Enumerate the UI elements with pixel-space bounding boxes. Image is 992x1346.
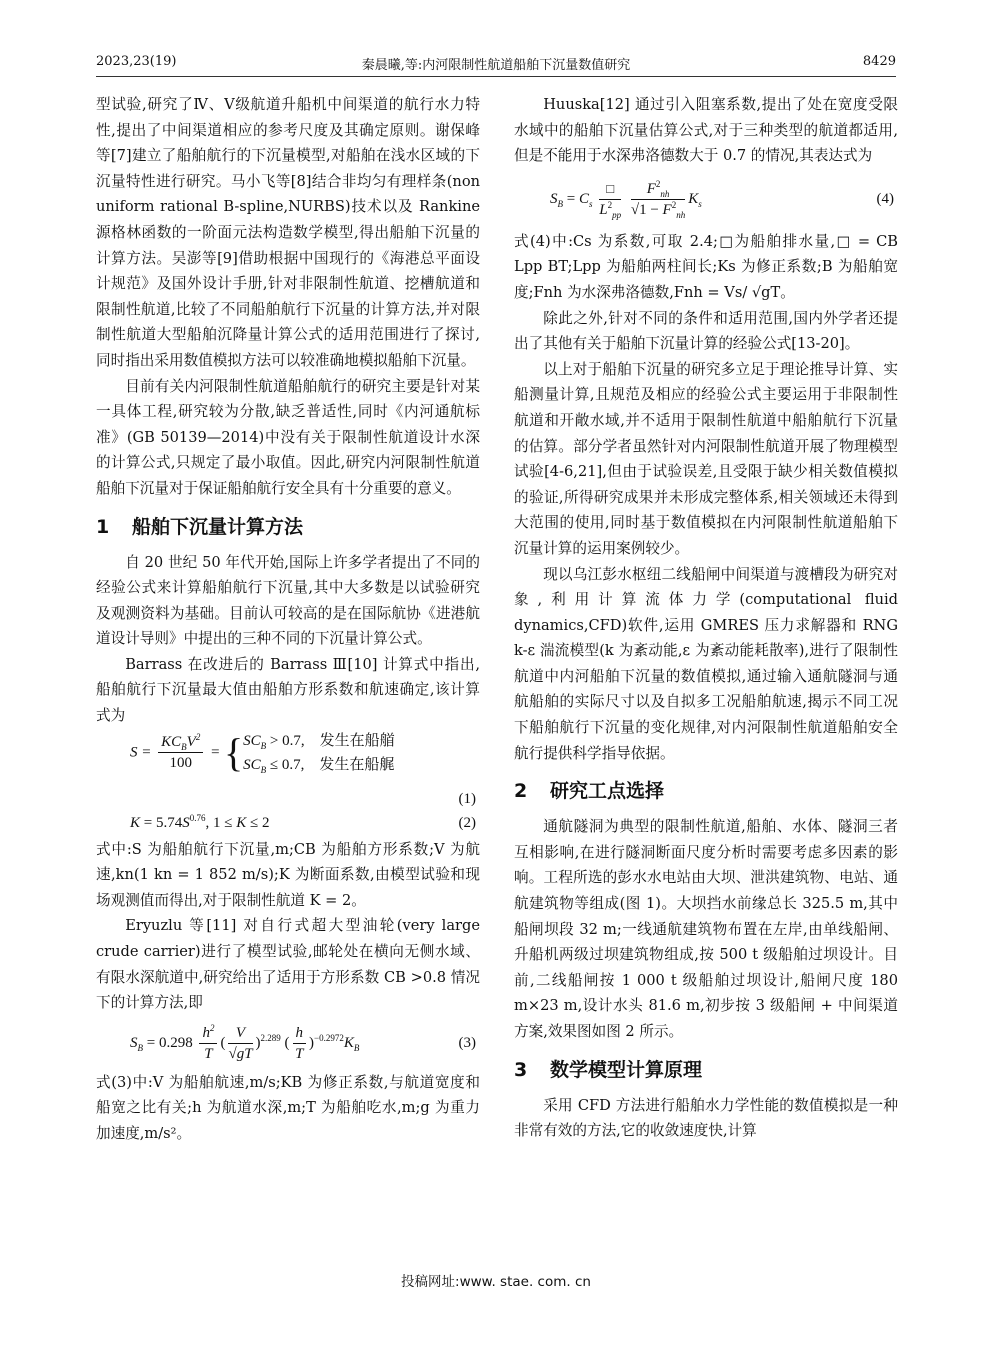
equation-1-number-row [96,787,480,811]
page-number: 8429 [862,54,896,69]
section-number: 1 [96,515,110,538]
paragraph: 式(4)中:Cs 为系数,可取 2.4;□为船舶排水量,□ = CB Lpp BT;Lpp 为船舶两柱间长;Ks 为修正系数;B 为船舶宽度;Fnh 为水深弗洛德数,Fnh = Vs/ √gT。 [514,232,898,301]
paragraph: 自 20 世纪 50 年代开始,国际上许多学者提出了不同的经验公式来计算船舶航行下沉量,其中大多数是以试验研究及观测资料为基础。目前认可较高的是在国际航协《进港航道设计导则》中提出的三种不同的下沉量计算公式。 [96,553,480,648]
equation-2: $K = 5.74S^{0.76}$, 1 ≤ K ≤ 2 (2) [96,811,480,837]
section-title: 船舶下沉量计算方法 [132,515,304,538]
left-column [96,92,480,1147]
section-heading-3 [514,1055,898,1085]
section-heading-1 [96,512,480,542]
equation-number: (3) [458,1034,476,1051]
paragraph: 采用 CFD 方法进行船舶水力学性能的数值模拟是一种非常有效的方法,它的收敛速度快,计算 [514,1096,898,1140]
paragraph: 除此之外,针对不同的条件和适用范围,国内外学者还提出了其他有关于船舶下沉量计算的经验公式[13-20]。 [514,309,898,353]
page-header [96,50,896,77]
paragraph: Eryuzlu 等[11] 对自行式超大型油轮(very large crude carrier)进行了模型试验,邮轮处在横向无侧水域、有限水深航道中,研究给出了适用于方形系数 CB >0.8 情况下的计算方法,即 [96,917,480,1012]
journal-issue: 2023,23(19) [96,54,177,69]
paragraph: 以上对于船舶下沉量的研究多立足于理论推导计算、实船测量计算,且规范及相应的经验公式主要运用于非限制性航道和开敞水域,并不适用于限制性航道中船舶航行下沉量的估算。部分学者虽然针对内河限制性航道开展了物理模型试验[4-6,21],但由于试验误差,且受限于缺少相关数值模拟的验证,所得研究成果并未形成完整体系,相关领域还未得到大范围的使用,同时基于数值模拟在内河限制性航道船舶下沉量计算的运用案例较少。 [514,360,898,557]
paragraph: 型试验,研究了Ⅳ、Ⅴ级航道升船机中间渠道的航行水力特性,提出了中间渠道相应的参考尺度及其确定原则。谢保峰等[7]建立了船舶航行的下沉量模型,对船舶在浅水区域的下沉量特性进行研究。马小飞等[8]结合非均匀有理样条(non uniform rational B-spline,NURBS)技术以及 Rankine 源格林函数的一阶面元法构造数学模型,得出船舶下沉量的计算方法。吴澎等[9]借助根据中国现行的《海港总平面设计规范》及国外设计手册,针对非限制性航道、挖槽航道和限制性航道,比较了不同船舶航行下沉量的计算方法,并对限制性航道大型船舶沉降量计算公式的适用范围进行了探讨,同时指出采用数值模拟方法可以较准确地模拟船舶下沉量。 [96,96,480,369]
submission-url-footer: 投稿网址:www. stae. com. cn [401,1274,591,1290]
running-title: 秦晨曦,等:内河限制性航道船舶下沉量数值研究 [361,58,631,73]
paragraph: 现以乌江彭水枢纽二线船闸中间渠道与渡槽段为研究对象,利用计算流体力学(computational fluid dynamics,CFD)软件,运用 GMRES 压力求解器和 RNG k-ε 湍流模型(k 为紊动能,ε 为紊动能耗散率),进行了限制性航道中内河船舶下沉量的数值模拟,通过输入通航隧洞与通航船舶的实际尺寸以及自拟多工况船舶航速,揭示不同工况下船舶航行下沉量的变化规律,对内河限制性航道船舶安全航行提供科学指导依据。 [514,565,898,762]
equation-3: $S_B = 0.298$ $\frac{h^2}{T}$ ( $\frac{V}{√gT}$ )$^{2.289}$ ( $\frac{h}{T}$ )$^{-0.2972}K_B$ (3) [96,1016,480,1070]
right-column [514,92,898,1144]
paragraph: Barrass 在改进后的 Barrass Ⅲ[10] 计算式中指出,船舶航行下沉量最大值由船舶方形系数和航速确定,该计算式为 [96,655,480,725]
section-heading-2 [514,776,898,806]
equation-number: (4) [876,190,894,207]
section-number: 3 [514,1058,528,1081]
section-title: 数学模型计算原理 [550,1058,703,1081]
equation-number: (1) [458,790,476,807]
case-1-label: 发生在船艏 [319,732,395,749]
paragraph: 通航隧洞为典型的限制性航道,船舶、水体、隧洞三者互相影响,在进行隧洞断面尺度分析时需要考虑多因素的影响。工程所选的彭水水电站由大坝、泄洪建筑物、电站、通航建筑物等组成(图 1)。大坝挡水前缘总长 325.5 m,其中船闸坝段 32 m;一线通航建筑物布置在左岸,由单线船闸、升船机两级过坝建筑物组成,按 500 t 级船舶过坝设计。目前,二线船闸按 1 000 t 级船舶过坝设计,船闸尺度 180 m×23 m,设计水头 81.6 m,初步按 3 级船闸 + 中间渠道方案,效果图如图 2 所示。 [514,818,898,1040]
equation-number: (2) [458,814,476,831]
equation-4: $S_B = C_s$ $\frac{□}{L^2_{pp}}$ $\frac{F^2_{nh}}{√1 - F^2_{nh}}$ $K_s$ (4) [514,169,898,229]
case-2-label: 发生在船艉 [319,756,395,773]
equation-1: S = $\frac{KC_BV^2}{100}$ = {$SC_B > 0.7$, 发生在船艏 $SC_B \le 0.7$, 发生在船艉 [130,729,395,775]
paragraph: Huuska[12] 通过引入阻塞系数,提出了处在宽度受限水域中的船舶下沉量估算公式,对于三种类型的航道都适用,但是不能用于水深弗洛德数大于 0.7 的情况,其表达式为 [514,96,898,165]
paragraph: 目前有关内河限制性航道船舶航行的研究主要是针对某一具体工程,研究较为分散,缺乏普适性,同时《内河通航标准》(GB 50139—2014)中没有关于限制性航道设计水深的计算公式,只规定了最小取值。因此,研究内河限制性航道船舶下沉量对于保证船舶航行安全具有十分重要的意义。 [96,377,480,497]
section-title: 研究工点选择 [550,780,665,803]
section-number: 2 [514,780,528,803]
paragraph: 式中:S 为船舶航行下沉量,m;CB 为船舶方形系数;V 为航速,kn(1 kn = 1 852 m/s);K 为断面系数,由模型试验和现场观测值而得出,对于限制性航道 K = 2。 [96,840,480,909]
paragraph: 式(3)中:V 为船舶航速,m/s;KB 为修正系数,与航道宽度和船宽之比有关;h 为航道水深,m;T 为船舶吃水,m;g 为重力加速度,m/s²。 [96,1073,480,1142]
